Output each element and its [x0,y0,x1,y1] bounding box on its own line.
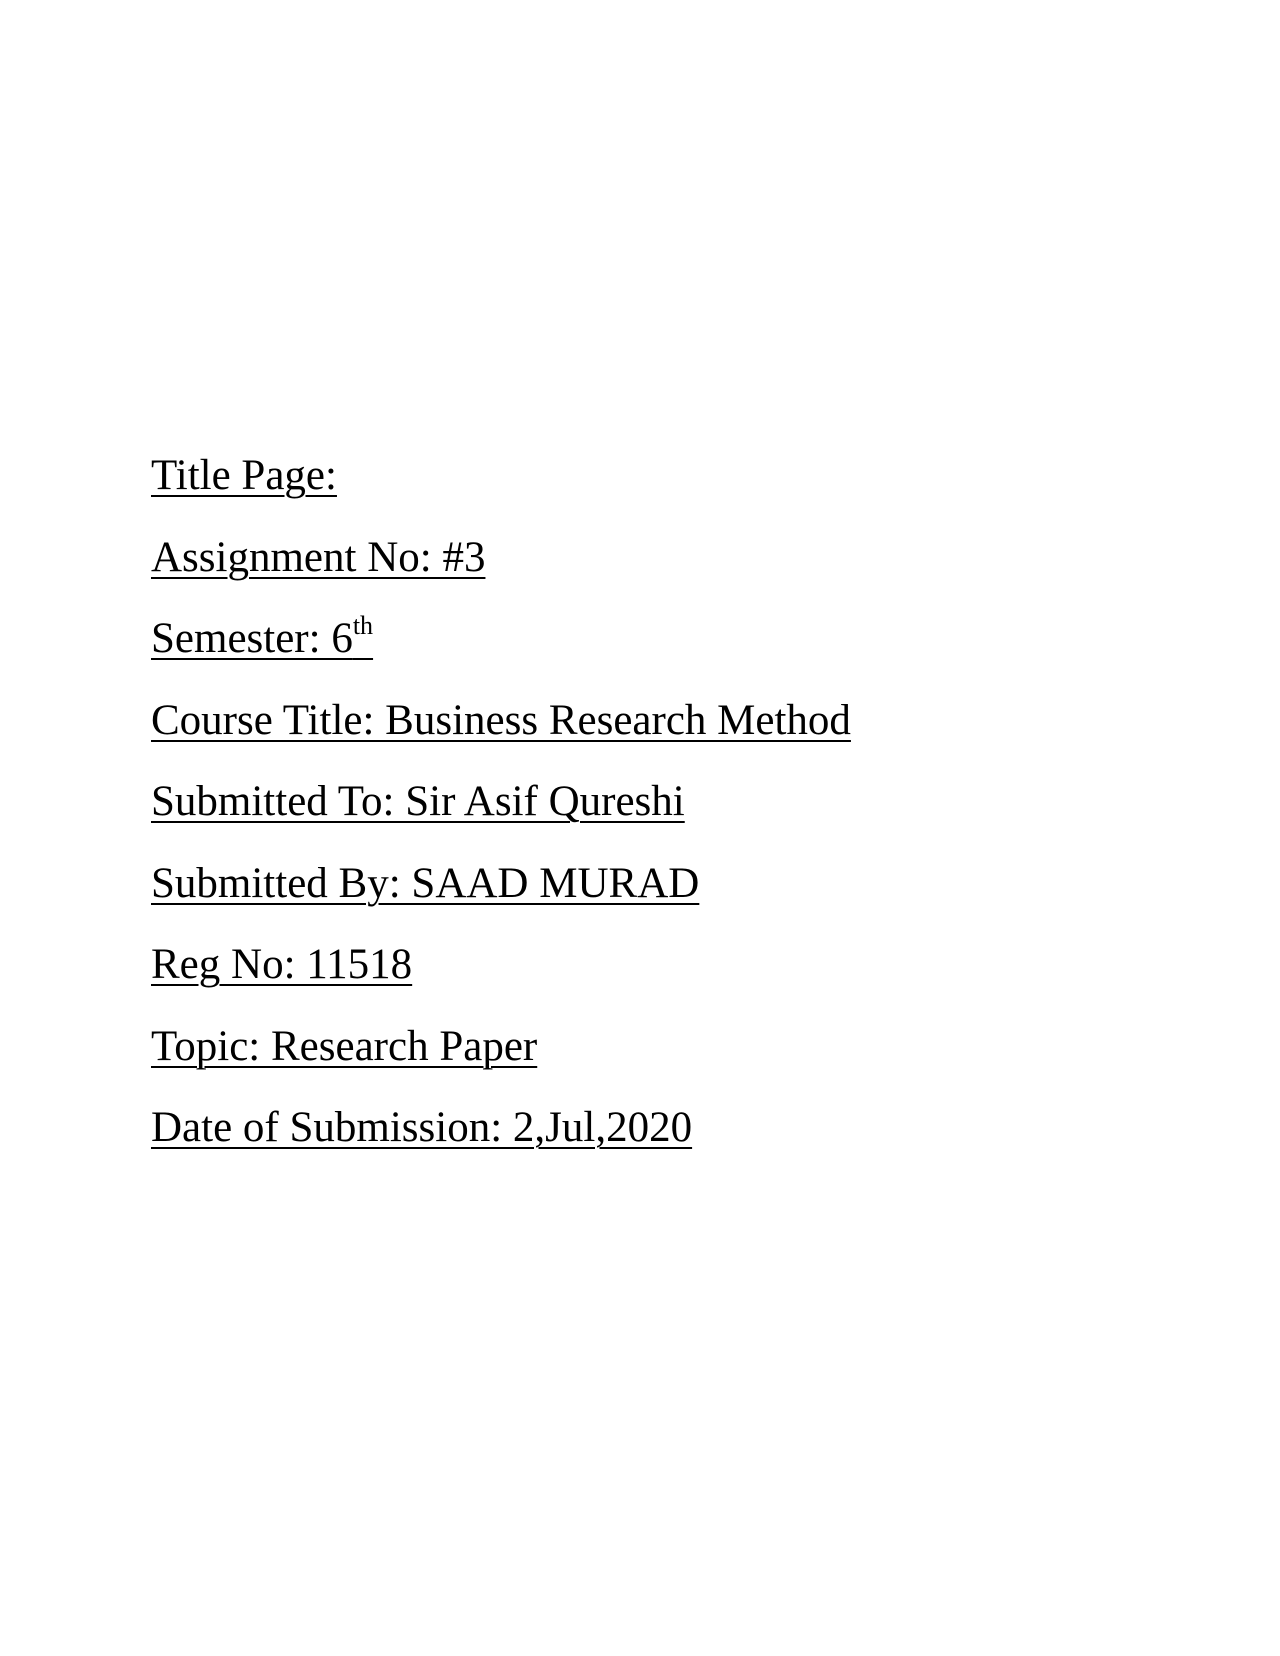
title-page-heading: Title Page: [151,452,337,499]
title-page-block [151,451,851,1185]
submitted-by: Submitted By: SAAD MURAD [151,859,700,907]
course-title: Course Title: Business Research Method [151,696,851,744]
submitted-to: Submitted To: Sir Asif Qureshi [151,778,685,825]
topic: Topic: Research Paper [151,1022,538,1070]
semester [151,611,851,664]
semester-ordinal-suffix: th [352,611,374,640]
date-of-submission: Date of Submission: 2,Jul,2020 [151,1104,693,1151]
registration-number: Reg No: 11518 [151,941,413,988]
assignment-number: Assignment No: #3 [151,533,486,581]
semester-text: Semester: 6 [151,615,353,662]
